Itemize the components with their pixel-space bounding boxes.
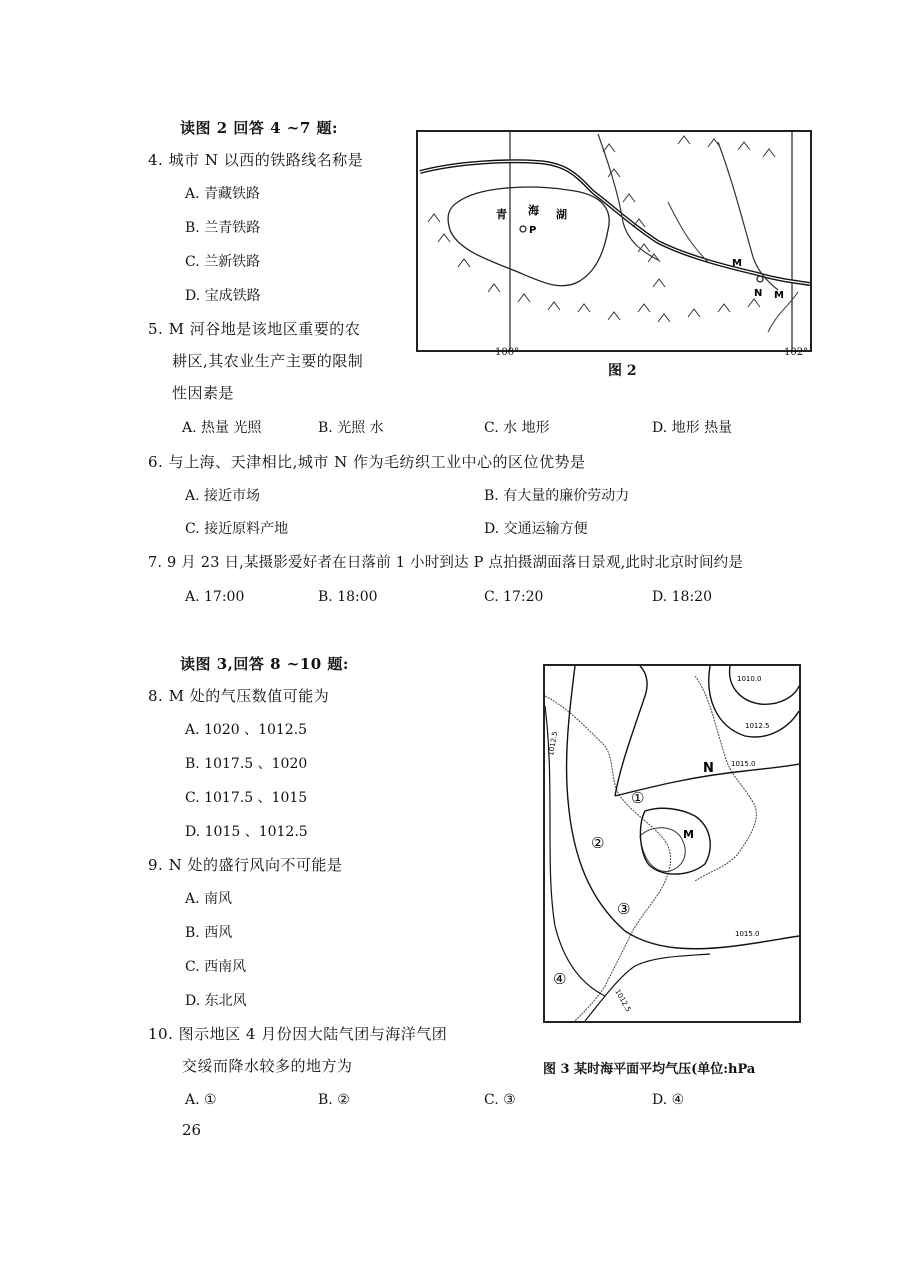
isobar-1010 xyxy=(730,666,799,704)
figure2-caption: 图 2 xyxy=(608,363,637,379)
lake-label-2: 海 xyxy=(528,204,539,217)
q5-option-c[interactable]: C. 水 地形 xyxy=(484,420,550,436)
qinghai-lake-outline xyxy=(448,187,609,286)
q5-stem-line1: 5. M 河谷地是该地区重要的农 xyxy=(148,320,361,338)
river-m-label-2: M xyxy=(774,290,784,301)
region-1-label: ① xyxy=(631,789,645,807)
q6-option-c[interactable]: C. 接近原料产地 xyxy=(185,521,289,537)
q9-option-b[interactable]: B. 西风 xyxy=(185,925,233,941)
city-n-marker xyxy=(757,276,763,282)
point-p-label: P xyxy=(529,225,537,236)
figure2-map xyxy=(416,130,812,352)
q4-option-b[interactable]: B. 兰青铁路 xyxy=(185,220,261,236)
lake-label-1: 青 xyxy=(496,208,507,221)
q6-option-a[interactable]: A. 接近市场 xyxy=(185,488,261,504)
q7-option-c[interactable]: C. 17:20 xyxy=(484,589,544,605)
q9-option-a[interactable]: A. 南风 xyxy=(185,891,233,907)
coastline-japan xyxy=(695,676,756,881)
railway-line-inner xyxy=(420,161,810,284)
q10-stem-line1: 10. 图示地区 4 月份因大陆气团与海洋气团 xyxy=(148,1025,448,1043)
isobar-label-1010: 1010.0 xyxy=(737,675,762,683)
figure3-caption: 图 3 某时海平面平均气压(单位:hPa xyxy=(543,1062,756,1077)
q5-option-d[interactable]: D. 地形 热量 xyxy=(652,420,733,436)
figure2-map-svg xyxy=(418,132,810,350)
q8-option-b[interactable]: B. 1017.5 、1020 xyxy=(185,756,308,772)
point-n-label: N xyxy=(703,761,714,776)
isobar-1012-5-bottom xyxy=(585,954,710,1021)
q10-option-d[interactable]: D. ④ xyxy=(652,1092,685,1108)
q10-option-c[interactable]: C. ③ xyxy=(484,1092,516,1108)
region-2-label: ② xyxy=(591,834,605,852)
lake-label-3: 湖 xyxy=(556,208,567,221)
isobar-1012-5-left xyxy=(567,666,799,949)
q10-stem-line2: 交绥而降水较多的地方为 xyxy=(182,1057,353,1075)
isobar-label-1015-mid: 1015.0 xyxy=(731,760,756,768)
q4-stem: 4. 城市 N 以西的铁路线名称是 xyxy=(148,151,364,169)
figure3-map-svg xyxy=(545,666,799,1021)
q4-option-c[interactable]: C. 兰新铁路 xyxy=(185,254,261,270)
q10-option-b[interactable]: B. ② xyxy=(318,1092,350,1108)
korea-outline xyxy=(640,828,685,872)
point-m-label: M xyxy=(683,828,694,841)
longitude-label-102: 102° xyxy=(784,347,809,358)
q8-stem: 8. M 处的气压数值可能为 xyxy=(148,687,330,705)
q4-option-d[interactable]: D. 宝成铁路 xyxy=(185,288,261,304)
railway-line xyxy=(420,161,810,284)
q7-option-b[interactable]: B. 18:00 xyxy=(318,589,378,605)
region-3-label: ③ xyxy=(617,900,631,918)
q5-stem-line2: 耕区,其农业生产主要的限制 xyxy=(172,352,364,370)
q5-option-a[interactable]: A. 热量 光照 xyxy=(182,420,262,436)
isobar-label-1012-5-top: 1012.5 xyxy=(745,722,770,730)
section1-intro: 读图 2 回答 4 ~7 题: xyxy=(180,119,339,137)
q8-option-d[interactable]: D. 1015 、1012.5 xyxy=(185,824,308,840)
q9-option-c[interactable]: C. 西南风 xyxy=(185,959,247,975)
isobar-label-1012-5-bottom: 1012.5 xyxy=(613,988,633,1014)
section2-intro: 读图 3,回答 8 ~10 题: xyxy=(180,655,349,673)
isobar-label-1015-bottom: 1015.0 xyxy=(735,930,760,938)
q9-option-d[interactable]: D. 东北风 xyxy=(185,993,247,1009)
longitude-label-100: 100° xyxy=(495,347,520,358)
river-m-label-1: M xyxy=(732,258,742,269)
city-n-label: N xyxy=(754,288,763,299)
q6-stem: 6. 与上海、天津相比,城市 N 作为毛纺织工业中心的区位优势是 xyxy=(148,453,586,471)
river-1 xyxy=(598,134,658,260)
q9-stem: 9. N 处的盛行风向不可能是 xyxy=(148,856,343,874)
q8-option-c[interactable]: C. 1017.5 、1015 xyxy=(185,790,308,806)
q6-option-b[interactable]: B. 有大量的廉价劳动力 xyxy=(484,488,630,504)
figure3-map xyxy=(543,664,801,1023)
page-number: 26 xyxy=(182,1121,202,1139)
q6-option-d[interactable]: D. 交通运输方便 xyxy=(484,521,588,537)
q5-stem-line3: 性因素是 xyxy=(172,384,235,402)
q8-option-a[interactable]: A. 1020 、1012.5 xyxy=(185,722,308,738)
q10-option-a[interactable]: A. ① xyxy=(185,1092,217,1108)
q5-option-b[interactable]: B. 光照 水 xyxy=(318,420,384,436)
q7-option-a[interactable]: A. 17:00 xyxy=(185,589,245,605)
isobar-label-1012-5-left: 1012.5 xyxy=(547,730,560,757)
q7-option-d[interactable]: D. 18:20 xyxy=(652,589,712,605)
q7-stem: 7. 9 月 23 日,某摄影爱好者在日落前 1 小时到达 P 点拍摄湖面落日景观,此时北京时间约是 xyxy=(148,555,744,571)
point-p-marker xyxy=(520,226,526,232)
isobar-1015-left xyxy=(615,666,647,796)
q4-option-a[interactable]: A. 青藏铁路 xyxy=(185,186,261,202)
region-4-label: ④ xyxy=(553,970,567,988)
